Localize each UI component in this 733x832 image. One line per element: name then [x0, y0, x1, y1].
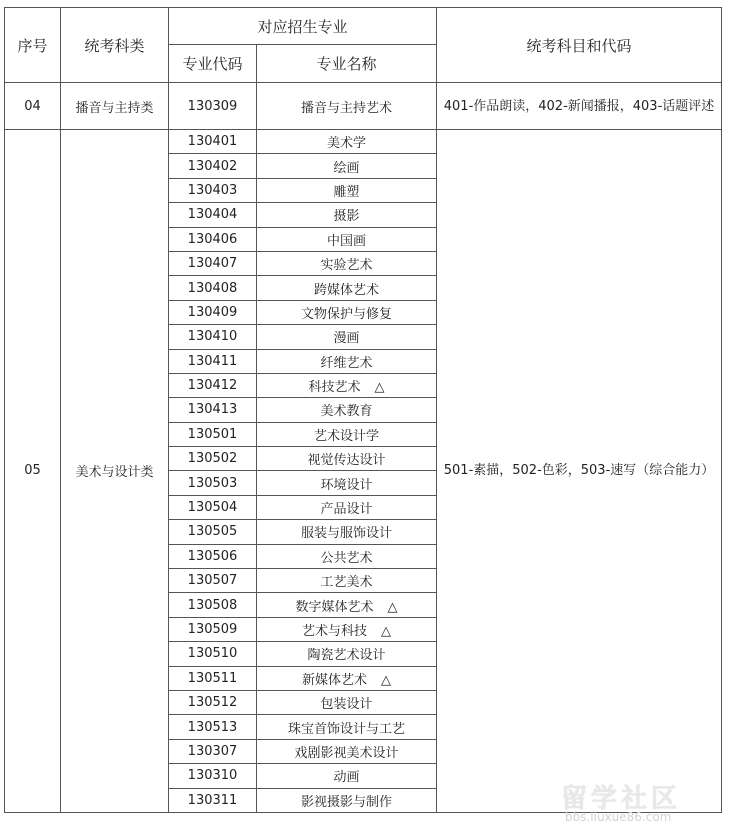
major-name: [257, 203, 437, 227]
header-major-group: 对应招生专业: [169, 8, 437, 45]
major-name: [257, 544, 437, 568]
header-category: 统考科类: [61, 8, 169, 83]
triangle-mark-icon: △: [387, 599, 398, 615]
major-name: [257, 251, 437, 275]
major-code: 130413: [169, 398, 257, 422]
major-name: [257, 520, 437, 544]
major-name-text: 戏剧影视美术设计: [294, 745, 399, 761]
major-name-text: 雕塑: [333, 184, 360, 200]
major-code: 130407: [169, 251, 257, 275]
major-name-text: 产品设计: [320, 502, 373, 518]
major-code: 130503: [169, 471, 257, 495]
major-code: 130507: [169, 569, 257, 593]
major-code: 130412: [169, 373, 257, 397]
major-name: [257, 398, 437, 422]
watermark-url: bbs.liuxue86.com: [565, 810, 672, 824]
header-subjects: 统考科目和代码: [437, 8, 722, 83]
major-name: [257, 715, 437, 739]
major-code: 130406: [169, 227, 257, 251]
major-name-text: 纤维艺术: [320, 355, 373, 371]
major-code: 130410: [169, 325, 257, 349]
header-code: 专业代码: [169, 45, 257, 83]
major-name-text: 文物保护与修复: [301, 306, 393, 322]
major-name-text: 动画: [333, 770, 360, 786]
major-name: [257, 130, 437, 154]
table-row: [5, 130, 722, 154]
row-index: 04: [5, 83, 61, 130]
major-name: [257, 569, 437, 593]
group-category: 美术与设计类: [61, 130, 169, 813]
major-code: 130402: [169, 154, 257, 178]
major-name: [257, 276, 437, 300]
major-name-text: 漫画: [333, 331, 360, 347]
major-name-text: 跨媒体艺术: [314, 282, 380, 298]
major-code: 130401: [169, 130, 257, 154]
triangle-mark-icon: △: [381, 672, 392, 688]
major-name: [257, 447, 437, 471]
major-name: [257, 666, 437, 690]
major-code: 130408: [169, 276, 257, 300]
major-code: 130404: [169, 203, 257, 227]
major-name-text: 美术学: [327, 136, 367, 152]
major-code: 130409: [169, 300, 257, 324]
major-code: 130311: [169, 788, 257, 812]
major-name-text: 服装与服饰设计: [301, 526, 393, 542]
group-subjects: 501-素描，502-色彩，503-速写（综合能力）: [437, 130, 722, 813]
major-code: 130511: [169, 666, 257, 690]
row-subjects: 401-作品朗读，402-新闻播报，403-话题评述: [437, 83, 722, 130]
major-name-text: 摄影: [333, 209, 360, 225]
major-name: [257, 617, 437, 641]
major-name: [257, 593, 437, 617]
major-name: [257, 471, 437, 495]
major-name-text: 视觉传达设计: [307, 453, 386, 469]
major-code: 130411: [169, 349, 257, 373]
major-name: [257, 373, 437, 397]
major-code: 130403: [169, 178, 257, 202]
major-name: [257, 300, 437, 324]
major-name-text: 中国画: [327, 233, 367, 249]
major-name-text: 实验艺术: [320, 258, 373, 274]
major-name-text: 科技艺术: [308, 380, 361, 396]
major-code: 130513: [169, 715, 257, 739]
watermark-title: 留学社区: [561, 784, 682, 814]
major-name-text: 新媒体艺术: [302, 672, 368, 688]
triangle-mark-icon: △: [381, 624, 392, 639]
major-code: 130512: [169, 690, 257, 714]
header-name: 专业名称: [257, 45, 437, 83]
major-name: [257, 227, 437, 251]
major-name-text: 包装设计: [320, 697, 373, 713]
major-name: [257, 349, 437, 373]
major-name: [257, 764, 437, 788]
major-table: [4, 7, 722, 813]
major-code: 130508: [169, 593, 257, 617]
major-name-text: 珠宝首饰设计与工艺: [288, 721, 406, 737]
header-index: 序号: [5, 8, 61, 83]
row-code: 130309: [169, 83, 257, 130]
major-name-text: 工艺美术: [320, 575, 373, 591]
major-name: [257, 739, 437, 763]
major-name: [257, 325, 437, 349]
major-name: [257, 690, 437, 714]
major-name: [257, 495, 437, 519]
major-name-text: 陶瓷艺术设计: [307, 648, 386, 664]
major-code: 130501: [169, 422, 257, 446]
triangle-mark-icon: △: [374, 380, 385, 396]
row-category: 播音与主持类: [61, 83, 169, 130]
major-code: 130506: [169, 544, 257, 568]
major-code: 130307: [169, 739, 257, 763]
table-row: [5, 83, 722, 130]
major-code: 130509: [169, 617, 257, 641]
major-name: [257, 642, 437, 666]
group-index: 05: [5, 130, 61, 813]
major-name: [257, 422, 437, 446]
major-name: [257, 154, 437, 178]
major-name-text: 艺术设计学: [314, 428, 380, 444]
major-name: [257, 788, 437, 812]
major-name-text: 公共艺术: [320, 550, 373, 566]
major-code: 130505: [169, 520, 257, 544]
major-code: 130510: [169, 642, 257, 666]
major-name-text: 影视摄影与制作: [301, 794, 393, 810]
major-name-text: 艺术与科技: [302, 624, 368, 639]
major-name: [257, 178, 437, 202]
major-name-text: 环境设计: [320, 477, 373, 493]
major-code: 130502: [169, 447, 257, 471]
major-code: 130504: [169, 495, 257, 519]
row-name: 播音与主持艺术: [257, 83, 437, 130]
major-name-text: 数字媒体艺术: [295, 599, 374, 615]
major-name-text: 绘画: [333, 160, 360, 176]
major-code: 130310: [169, 764, 257, 788]
major-name-text: 美术教育: [320, 404, 373, 420]
